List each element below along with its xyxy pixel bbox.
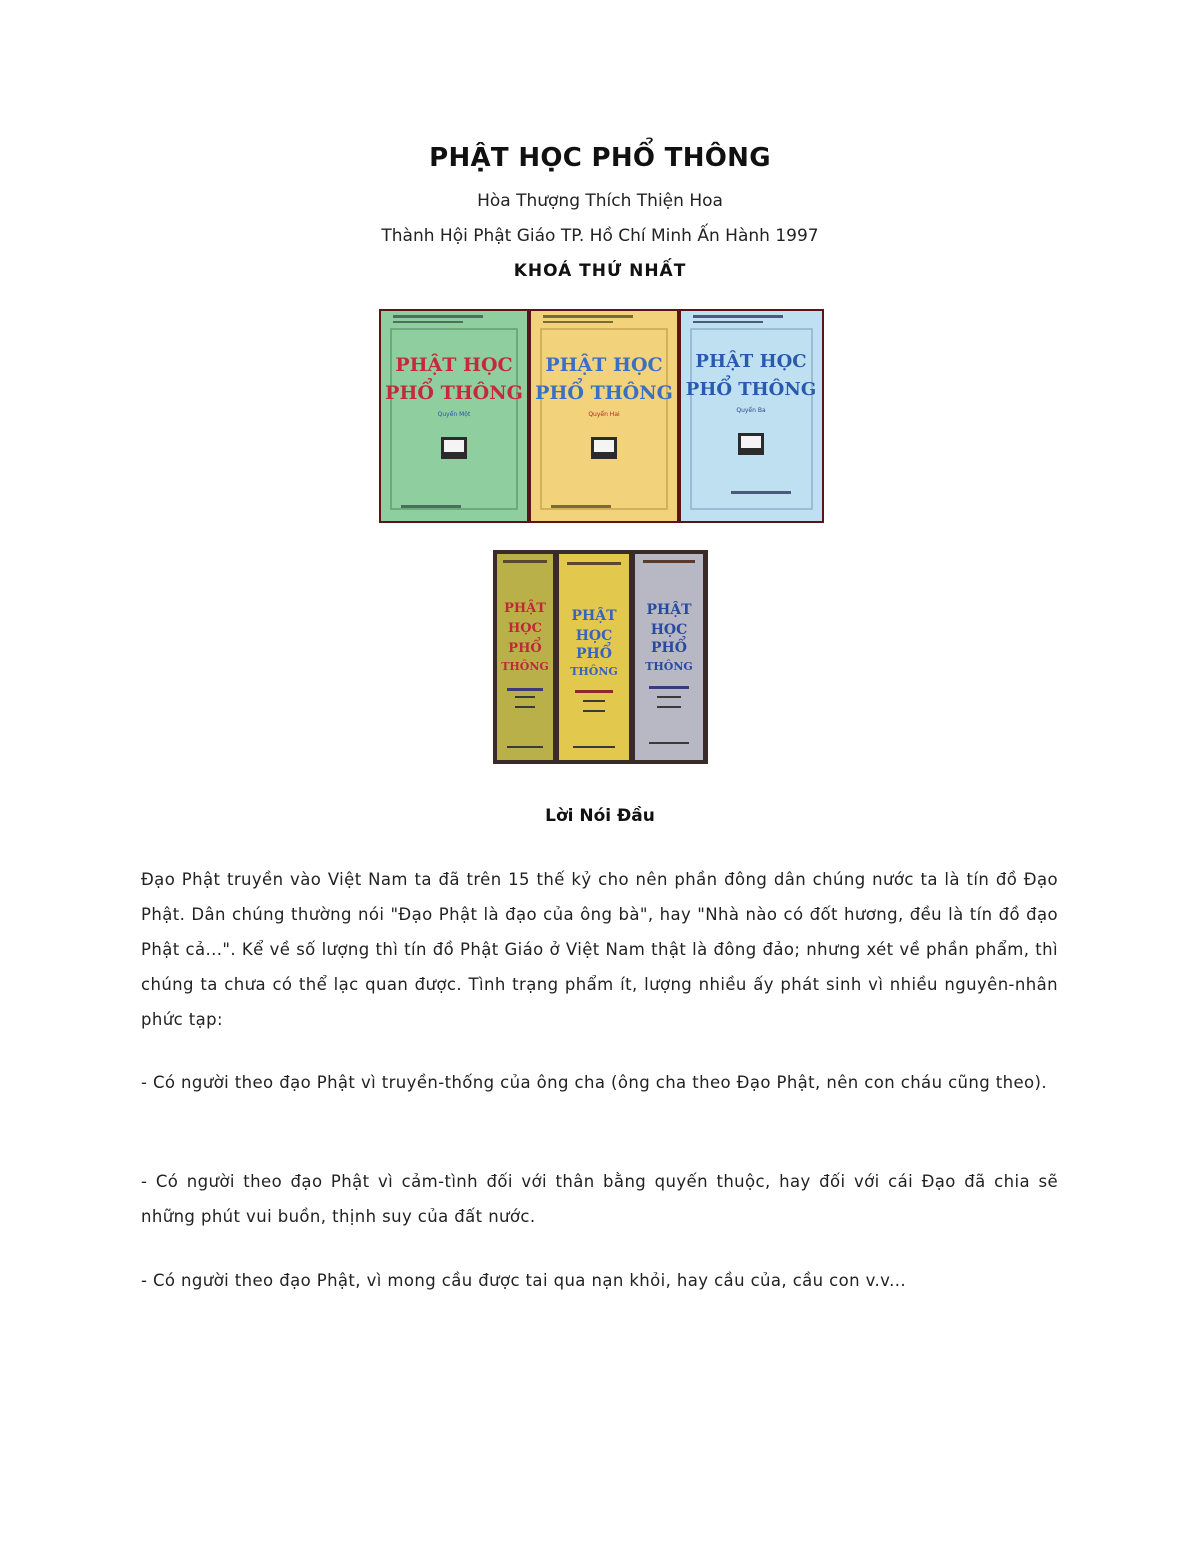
book2-title-line2: PHỔ THÔNG xyxy=(535,382,673,404)
book-cover-2 xyxy=(531,311,677,521)
preface-paragraph-2: - Có người theo đạo Phật vì truyền-thống của ông cha (ông cha theo Đạo Phật, nên con cháu cũng theo). xyxy=(141,1073,1048,1092)
preface-paragraph-4: - Có người theo đạo Phật, vì mong cầu được tai qua nạn khỏi, hay cầu của, cầu con v.v... xyxy=(141,1271,907,1290)
book3-title-line2: PHỔ THÔNG xyxy=(685,379,817,400)
book-cover-3 xyxy=(681,311,822,521)
course-heading: KHOÁ THỨ NHẤT xyxy=(513,261,687,281)
document-title: PHẬT HỌC PHỔ THÔNG xyxy=(429,143,771,173)
book1-volume: Quyển Một xyxy=(437,411,471,418)
preface-paragraph-1: Đạo Phật truyền vào Việt Nam ta đã trên 15 thế kỷ cho nên phần đông dân chúng nước ta là tín đồ Đạo Phật. Dân chúng thường nói "Đạo Phật là đạo của ông bà", hay "Nhà nào có đốt hương, đều là tín đồ đạo Phật cả...". Kể về số lượng thì tín đồ Phật Giáo ở Việt Nam thật là đông đảo; nhưng xét về phần phẩm, thì chúng ta chưa có thể lạc quan được. Tình trạng phẩm ít, lượng nhiều ấy phát sinh vì nhiều nguyên-nhân phức tạp: xyxy=(141,870,1058,1029)
spine1-word4: THÔNG xyxy=(501,660,549,673)
spine1-word1: PHẬT xyxy=(504,601,546,616)
publisher-line: Thành Hội Phật Giáo TP. Hồ Chí Minh Ấn Hành 1997 xyxy=(381,226,819,246)
book-covers-illustration xyxy=(379,309,824,523)
book-spine-1 xyxy=(497,554,553,760)
book1-title-line1: PHẬT HỌC xyxy=(395,354,513,376)
spine1-word2: HỌC xyxy=(508,621,542,636)
spine3-word2: HỌC xyxy=(650,622,688,638)
author-line: Hòa Thượng Thích Thiện Hoa xyxy=(477,191,723,211)
spine3-word4: THÔNG xyxy=(645,660,693,673)
spine1-word3: PHỔ xyxy=(508,641,542,656)
spine2-word3: PHỔ xyxy=(576,646,612,662)
book2-title-line1: PHẬT HỌC xyxy=(545,354,663,376)
book1-title-line2: PHỔ THÔNG xyxy=(385,382,523,404)
book-spines-illustration xyxy=(493,550,708,764)
book-covers-photo xyxy=(379,309,824,523)
book-spine-3 xyxy=(635,554,703,760)
book2-volume: Quyển Hai xyxy=(588,411,620,418)
spine2-word4: THÔNG xyxy=(570,665,618,678)
book3-volume: Quyển Ba xyxy=(736,407,766,414)
preface-heading: Lời Nói Đầu xyxy=(545,806,655,826)
book3-title-line1: PHẬT HỌC xyxy=(695,351,807,372)
book-cover-1 xyxy=(381,311,527,521)
spine2-word2: HỌC xyxy=(575,628,613,644)
spine2-word1: PHẬT xyxy=(571,608,617,624)
book-spine-2 xyxy=(559,554,629,760)
spine3-word3: PHỔ xyxy=(651,640,687,656)
spine3-word1: PHẬT xyxy=(646,602,692,618)
preface-paragraph-3: - Có người theo đạo Phật vì cảm-tình đối với thân bằng quyến thuộc, hay đối với cái Đạo đã chia sẽ những phút vui buồn, thịnh suy của đất nước. xyxy=(141,1172,1058,1226)
book-spines-photo xyxy=(493,550,708,764)
